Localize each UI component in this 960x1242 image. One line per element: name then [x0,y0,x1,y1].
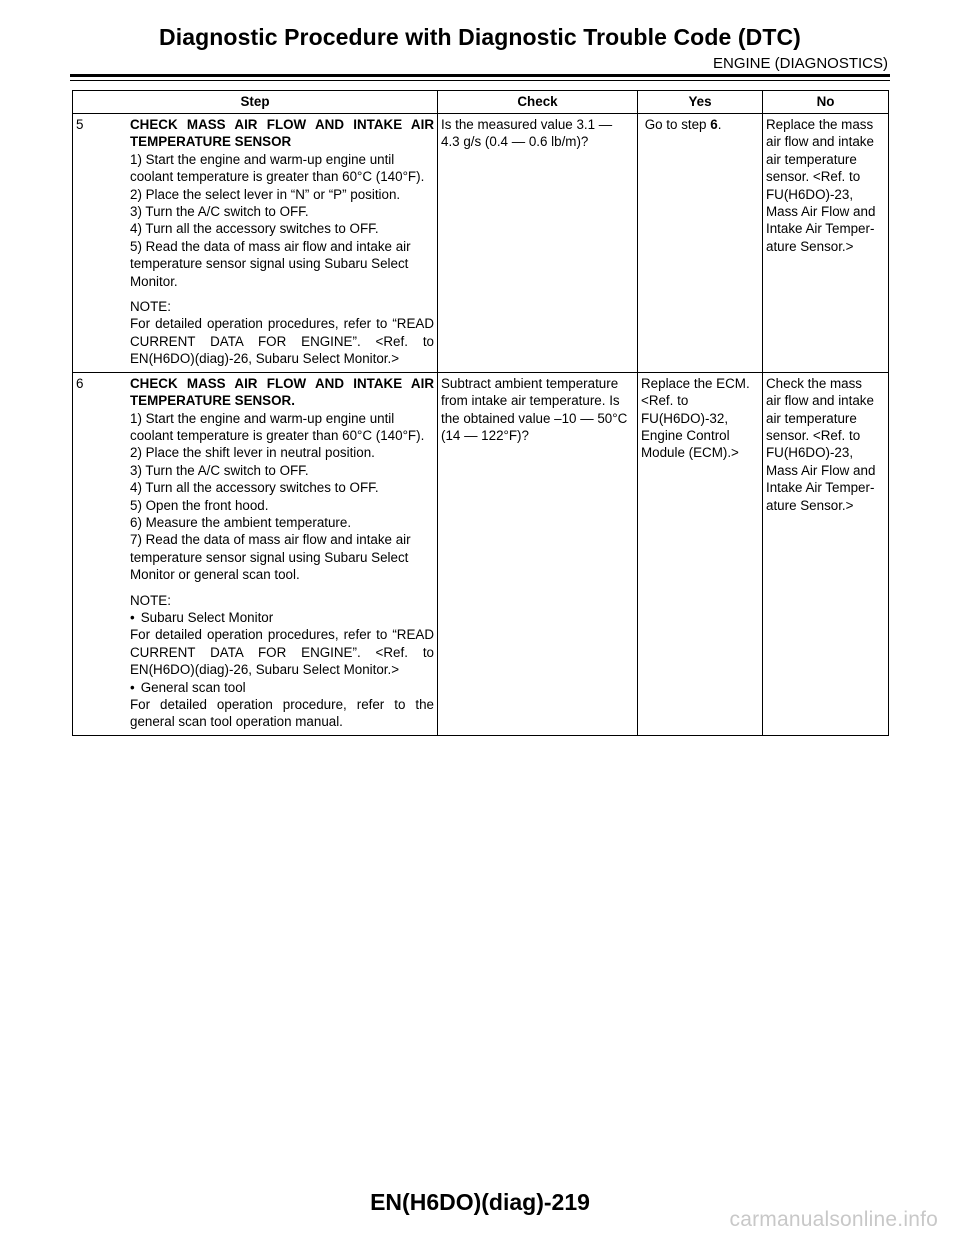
no-cell [763,114,889,373]
instruction: 2) Place the select lever in “N” or “P” position. [130,186,401,202]
no-text: Replace the mass air flow and intake air temperature sensor. <Ref. to FU(H6DO)-23, Mass Air Flow and Intake Air Temper- ature Sensor.> [766,117,876,254]
section-name: ENGINE (DIAGNOSTICS) [712,55,888,72]
note-bullet-title: Subaru Select Monitor [140,609,274,625]
column-header-check: Check [438,91,638,114]
yes-text: Go to step [641,117,711,132]
instruction: 2) Place the shift lever in neutral position. [130,445,375,461]
step-cell [73,372,438,735]
step-title: CHECK MASS AIR FLOW AND INTAKE AIR TEMPERATURE SENSOR [130,117,434,150]
yes-cell [638,114,763,373]
table-row [73,114,889,373]
instruction: 5) Read the data of mass air flow and intake air temperature sensor signal using Subaru Select Monitor. [130,238,411,289]
note-text: For detailed operation procedures, refer to “READ CURRENT DATA FOR ENGINE”. <Ref. to EN(H6DO)(diag)-26, Subaru Select Monitor.> [130,627,434,678]
check-text: Is the measured value 3.1 — 4.3 g/s (0.4 — 0.6 lb/m)? [441,117,613,150]
watermark: carmanualsonline.info [729,1208,938,1231]
instruction: 3) Turn the A/C switch to OFF. [130,462,309,478]
yes-step-number: 6 [710,117,718,132]
note-label: NOTE: [130,592,171,608]
instruction: 5) Open the front hood. [130,497,269,513]
table-row [73,372,889,735]
header-rule-thick [70,74,890,77]
instruction: 4) Turn all the accessory switches to OFF. [130,221,379,237]
no-cell [763,372,889,735]
note-text: For detailed operation procedure, refer to the general scan tool operation manual. [130,697,434,730]
page-title: Diagnostic Procedure with Diagnostic Trouble Code (DTC) [159,24,801,50]
table-header-row [73,91,889,114]
instruction: 6) Measure the ambient temperature. [130,514,352,530]
instruction: 1) Start the engine and warm-up engine until coolant temperature is greater than 60°C (140°F). [130,151,425,185]
check-text: Subtract ambient temperature from intake air temperature. Is the obtained value –10 — 50°C (14 — 122°F)? [441,375,628,443]
note-bullet [130,609,434,626]
note-bullet [130,679,434,696]
note-text: For detailed operation procedures, refer to “READ CURRENT DATA FOR ENGINE”. <Ref. to EN(H6DO)(diag)-26, Subaru Select Monitor.> [130,316,434,367]
step-number: 6 [76,375,84,391]
step-title: CHECK MASS AIR FLOW AND INTAKE AIR TEMPERATURE SENSOR. [130,375,434,409]
check-cell [438,114,638,373]
column-header-yes: Yes [638,91,763,114]
header-rule-thin [70,80,890,81]
column-header-step: Step [73,91,438,114]
step-cell [73,114,438,373]
instruction: 1) Start the engine and warm-up engine until coolant temperature is greater than 60°C (140°F). [130,410,425,443]
instruction: 4) Turn all the accessory switches to OFF. [130,480,379,496]
page-number: EN(H6DO)(diag)-219 [370,1189,590,1215]
note-label: NOTE: [130,299,171,315]
no-text: Check the mass air flow and intake air temperature sensor. <Ref. to FU(H6DO)-23, Mass Air Flow and Intake Air Temper- ature Sensor.> [766,375,876,513]
diagnostic-procedure-table [72,90,889,736]
instruction: 3) Turn the A/C switch to OFF. [130,204,309,220]
step-number: 5 [76,117,84,132]
check-cell [438,372,638,735]
yes-text-end: . [717,117,722,132]
instruction: 7) Read the data of mass air flow and intake air temperature sensor signal using Subaru Select Monitor or general scan tool. [130,532,411,583]
yes-cell [638,372,763,735]
note-bullet-title: General scan tool [140,679,246,695]
yes-text: Replace the ECM. <Ref. to FU(H6DO)-32, Engine Control Module (ECM).> [641,375,750,461]
column-header-no: No [763,91,889,114]
